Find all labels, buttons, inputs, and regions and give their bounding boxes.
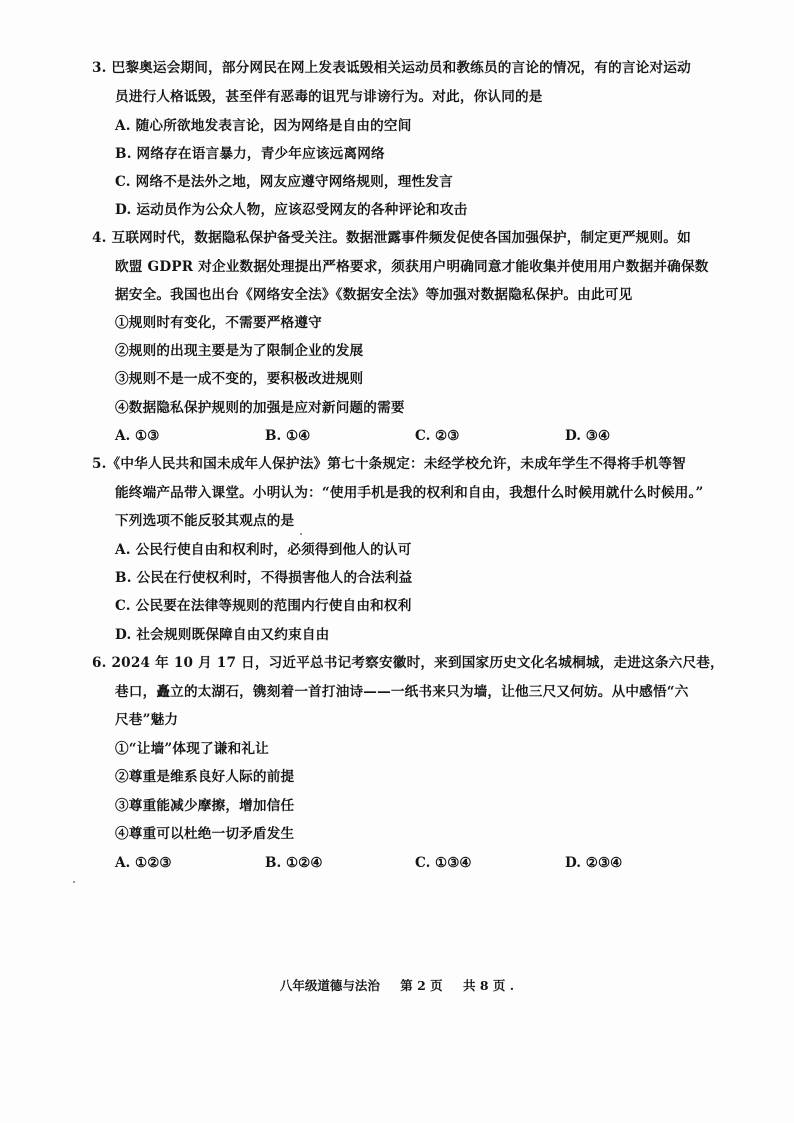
question-6-line-2: 巷口，矗立的太湖石，镌刻着一首打油诗——一纸书来只为墙，让他三尺又何妨。从中感悟“六: [115, 684, 689, 700]
question-5-line-2: 能终端产品带入课堂。小明认为：“使用手机是我的权利和自由，我想什么时候用就什么时候用。”: [115, 485, 704, 501]
footer-page-number: 第 2 页: [400, 978, 443, 993]
question-4-choice-a: A. ①③: [115, 428, 160, 444]
question-4-statement-2: ②规则的出现主要是为了限制企业的发展: [115, 343, 364, 359]
question-4-line-3: 据安全。我国也出台《网络安全法》《数据安全法》等加强对数据隐私保护。由此可见: [115, 287, 633, 303]
question-4-choice-d: D. ③④: [565, 428, 611, 444]
question-3-line-2: 员进行人格诋毁，甚至伴有恶毒的诅咒与诽谤行为。对此，你认同的是: [115, 89, 543, 105]
page-footer: [0, 976, 794, 994]
question-6-line-1: 6. 2024 年 10 月 17 日，习近平总书记考察安徽时，来到国家历史文化名城桐城，走进这条六尺巷，: [92, 655, 724, 671]
footer-total-pages: 共 8 页 .: [463, 978, 515, 993]
question-4-statement-4: ④数据隐私保护规则的加强是应对新问题的需要: [115, 400, 405, 416]
question-3-line-1: 3. 巴黎奥运会期间，部分网民在网上发表诋毁相关运动员和教练员的言论的情况，有的言论对运动: [92, 60, 691, 76]
question-6-statement-2: ②尊重是维系良好人际的前提: [115, 769, 295, 785]
question-4-line-1: 4. 互联网时代，数据隐私保护备受关注。数据泄露事件频发促使各国加强保护，制定更严规则。如: [92, 230, 691, 246]
question-3-option-a: A. 随心所欲地发表言论，因为网络是自由的空间: [115, 118, 412, 134]
question-5-line-1: 5.《中华人民共和国未成年人保护法》第七十条规定：未经学校允许，未成年学生不得将手机等智: [92, 456, 686, 472]
question-6-choice-b: B. ①②④: [265, 855, 323, 871]
question-5-option-c: C. 公民要在法律等规则的范围内行使自由和权利: [115, 598, 412, 614]
question-5-option-b: B. 公民在行使权利时，不得损害他人的合法利益: [115, 570, 413, 586]
scan-speck: [73, 881, 75, 883]
question-4-choice-b: B. ①④: [265, 428, 311, 444]
question-6-statement-3: ③尊重能减少摩擦，增加信任: [115, 798, 295, 814]
question-6-statement-1: ①“让墙”体现了谦和礼让: [115, 741, 269, 757]
question-4-statement-3: ③规则不是一成不变的，要积极改进规则: [115, 371, 364, 387]
question-4-choice-c: C. ②③: [415, 428, 460, 444]
question-5-line-3: 下列选项不能反驳其观点的是: [115, 513, 295, 529]
question-6-statement-4: ④尊重可以杜绝一切矛盾发生: [115, 826, 295, 842]
question-3-option-b: B. 网络存在语言暴力，青少年应该远离网络: [115, 146, 385, 162]
question-4-line-2: 欧盟 GDPR 对企业数据处理提出严格要求，须获用户明确同意才能收集并使用用户数据并确保数: [115, 259, 709, 275]
question-6-choice-a: A. ①②③: [115, 855, 172, 871]
question-4-statement-1: ①规则时有变化，不需要严格遵守: [115, 315, 322, 331]
question-3-option-d: D. 运动员作为公众人物，应该忍受网友的各种评论和攻击: [115, 202, 468, 218]
question-6-line-3: 尺巷”魅力: [115, 712, 179, 728]
question-6-choice-d: D. ②③④: [565, 855, 623, 871]
question-6-choice-c: C. ①③④: [415, 855, 472, 871]
scan-speck: [300, 533, 302, 535]
question-3-option-c: C. 网络不是法外之地，网友应遵守网络规则，理性发言: [115, 174, 453, 190]
question-5-option-d: D. 社会规则既保障自由又约束自由: [115, 627, 330, 643]
footer-subject: 八年级道德与法治: [279, 978, 380, 993]
question-5-option-a: A. 公民行使自由和权利时，必须得到他人的认可: [115, 542, 412, 558]
